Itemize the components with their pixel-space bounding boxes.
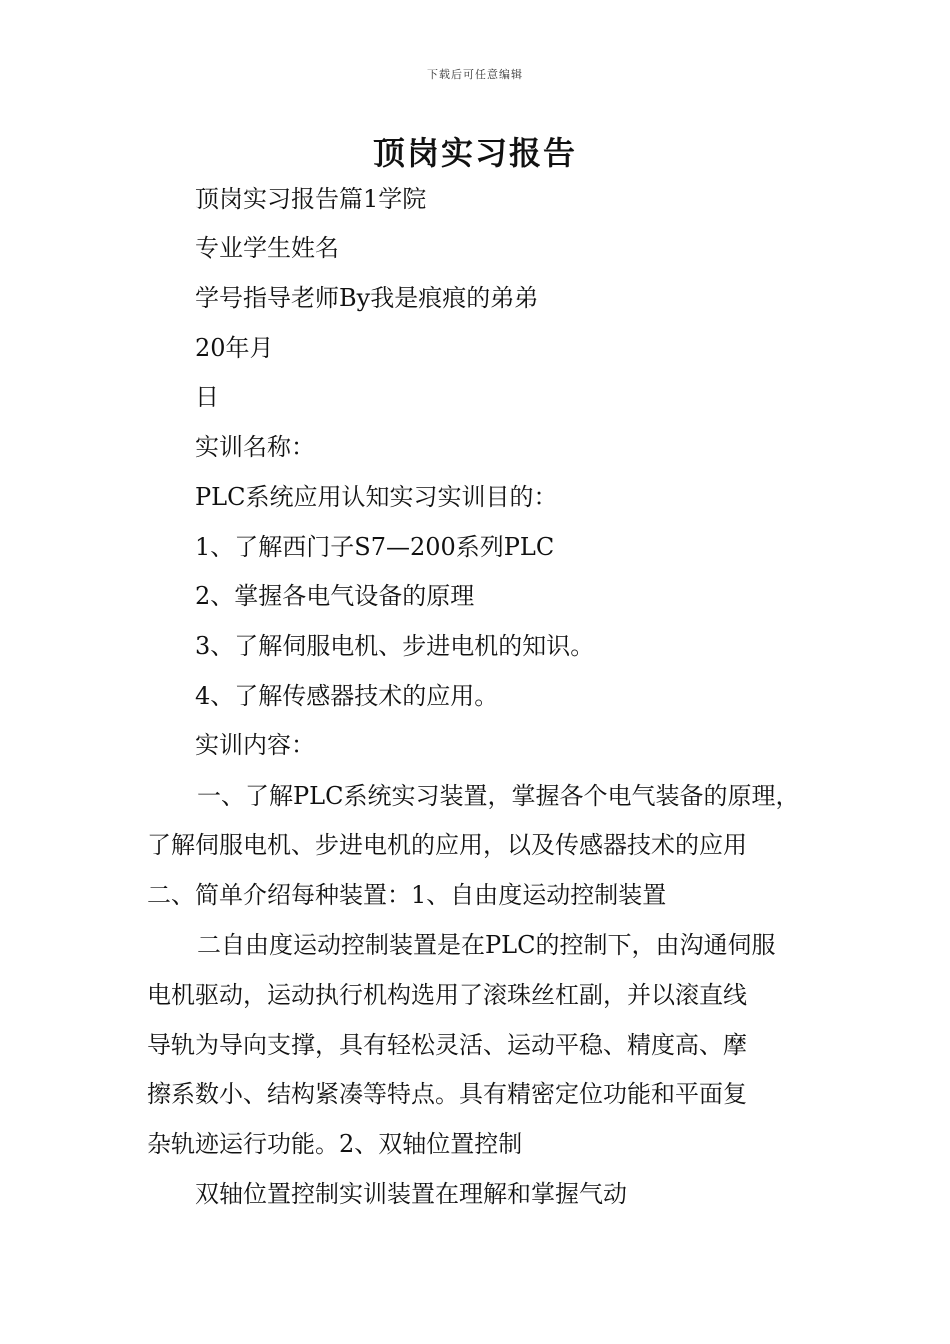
text-line: 实训内容：: [195, 731, 315, 759]
text-line: 实训名称：: [195, 433, 315, 461]
text-line: 学号指导老师By我是痕痕的弟弟: [195, 284, 539, 312]
text-line: 二、简单介绍每种装置：1、自由度运动控制装置: [147, 881, 667, 909]
text-line: 一、了解PLC系统实习装置，掌握各个电气装备的原理，: [197, 782, 800, 810]
text-line: 3、了解伺服电机、步进电机的知识。: [195, 632, 595, 660]
text-line: PLC系统应用认知实习实训目的：: [195, 483, 558, 511]
text-line: 二自由度运动控制装置是在PLC的控制下，由沟通伺服: [197, 931, 776, 959]
text-line: 20年月: [195, 334, 274, 362]
text-line: 专业学生姓名: [195, 234, 339, 262]
text-line: 导轨为导向支撑，具有轻松灵活、运动平稳、精度高、摩: [147, 1031, 747, 1059]
text-line: 4、了解传感器技术的应用。: [195, 682, 499, 710]
text-line: 双轴位置控制实训装置在理解和掌握气动: [195, 1180, 627, 1208]
text-line: 顶岗实习报告篇1学院: [195, 185, 427, 213]
text-line: 日: [195, 383, 219, 411]
page-title: 顶岗实习报告: [372, 134, 577, 172]
text-line: 1、了解西门子S7—200系列PLC: [195, 533, 555, 561]
text-line: 杂轨迹运行功能。2、双轴位置控制: [147, 1130, 523, 1158]
header-note: 下载后可任意编辑: [427, 68, 523, 81]
text-line: 电机驱动，运动执行机构选用了滚珠丝杠副，并以滚直线: [147, 981, 747, 1009]
text-line: 了解伺服电机、步进电机的应用，以及传感器技术的应用: [147, 831, 747, 859]
text-line: 2、掌握各电气设备的原理: [195, 582, 475, 610]
text-line: 擦系数小、结构紧凑等特点。具有精密定位功能和平面复: [147, 1080, 747, 1108]
